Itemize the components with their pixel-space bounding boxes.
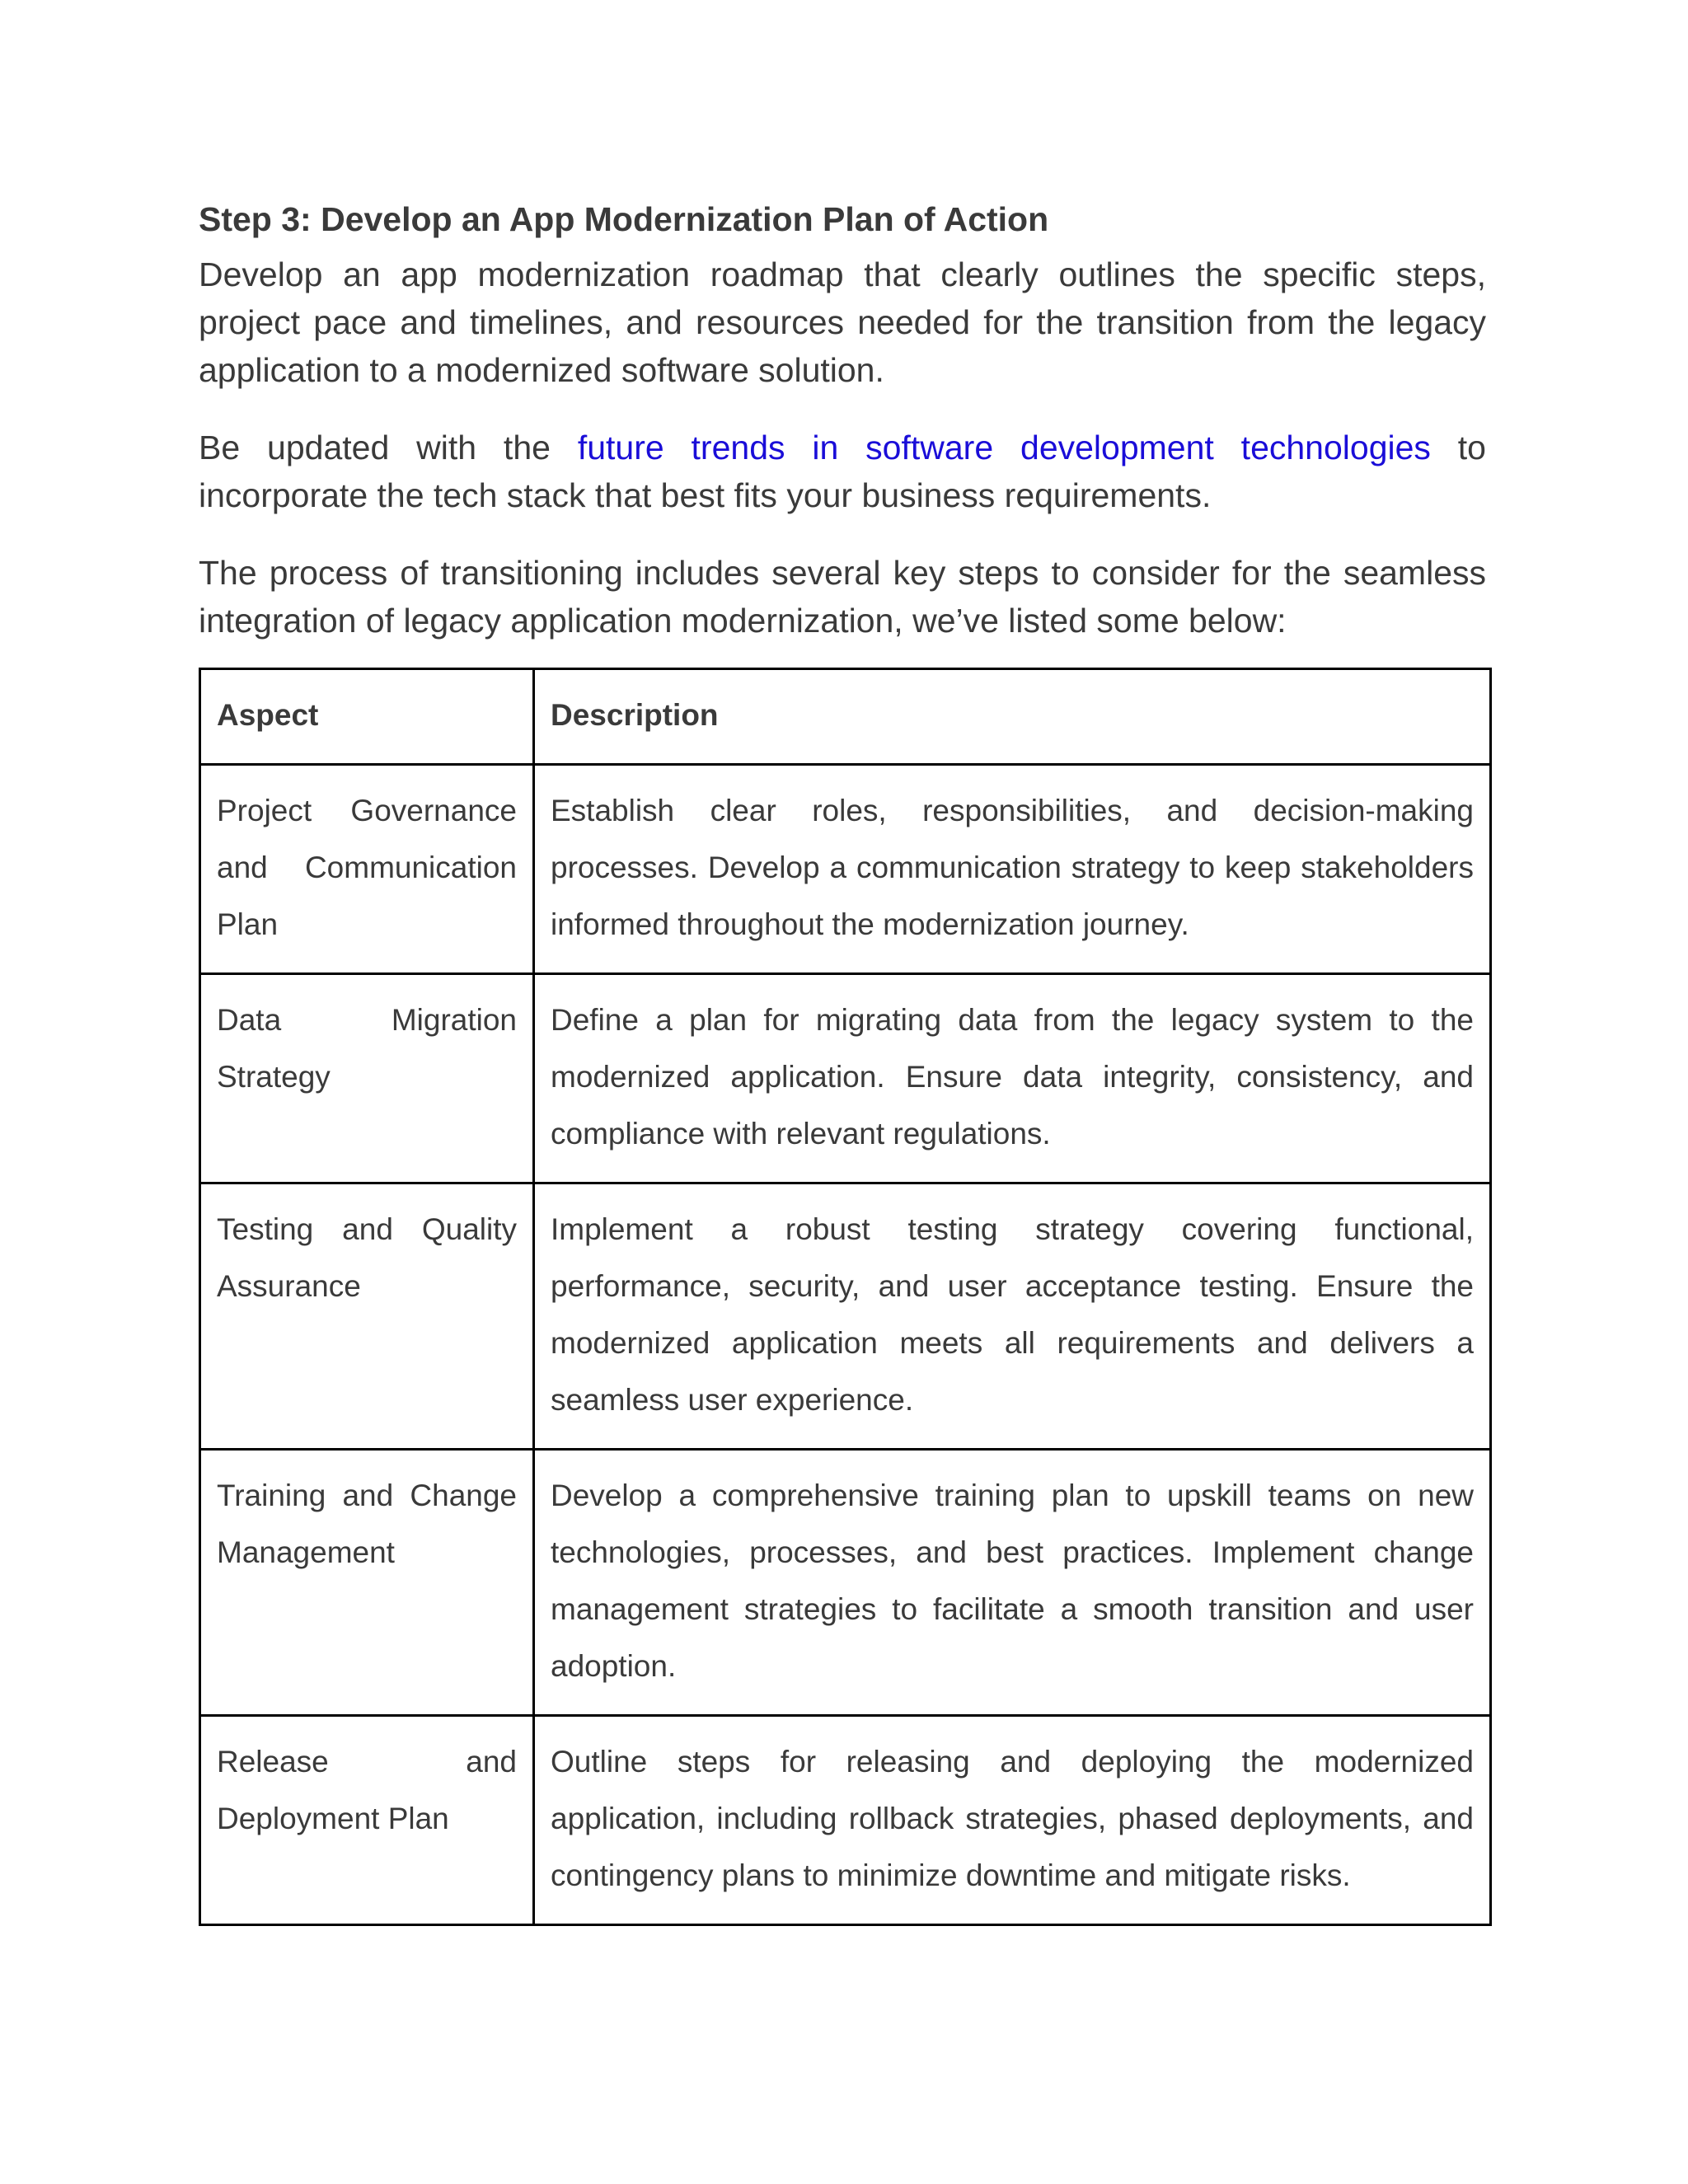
description-cell: Implement a robust testing strategy covering functional, performance, security, and user acceptance testing. Ensure the modernized application meets all requirements and delivers a seamless user experience. [534,1183,1491,1450]
aspect-cell: Training and Change Management [200,1450,534,1716]
trends-text-after: to incorporate the tech stack that best fits your business requirements. [199,429,1486,514]
aspect-cell: Testing and Quality Assurance [200,1183,534,1450]
trends-paragraph [199,424,1486,519]
table-row [200,1716,1491,1925]
process-paragraph: The process of transitioning includes several key steps to consider for the seamless integration of legacy application modernization, we’ve listed some below: [199,554,1486,640]
description-cell: Define a plan for migrating data from the legacy system to the modernized application. Ensure data integrity, consistency, and compliance with relevant regulations. [534,974,1491,1183]
intro-paragraph: Develop an app modernization roadmap that clearly outlines the specific steps, project pace and timelines, and resources needed for the transition from the legacy application to a modernized software solution. [199,255,1486,389]
future-trends-link[interactable]: future trends in software development technologies [577,429,1431,466]
header-description: Description [534,669,1491,765]
section-heading: Step 3: Develop an App Modernization Plan of Action [199,200,1049,238]
document-page [199,196,1486,1926]
table-header-row [200,669,1491,765]
table-row [200,765,1491,974]
description-cell: Establish clear roles, responsibilities, and decision-making processes. Develop a communication strategy to keep stakeholders informed throughout the modernization journey. [534,765,1491,974]
table-row [200,974,1491,1183]
header-aspect: Aspect [200,669,534,765]
modernization-aspects-table [199,668,1492,1926]
description-cell: Outline steps for releasing and deploying the modernized application, including rollback strategies, phased deployments, and contingency plans to minimize downtime and mitigate risks. [534,1716,1491,1925]
aspect-cell: Data Migration Strategy [200,974,534,1183]
table-row [200,1450,1491,1716]
table-row [200,1183,1491,1450]
description-cell: Develop a comprehensive training plan to upskill teams on new technologies, processes, and best practices. Implement change management strategies to facilitate a smooth transition and user adoption. [534,1450,1491,1716]
aspect-cell: Project Governance and Communication Plan [200,765,534,974]
trends-text-before: Be updated with the [199,429,578,466]
aspect-cell: Release and Deployment Plan [200,1716,534,1925]
